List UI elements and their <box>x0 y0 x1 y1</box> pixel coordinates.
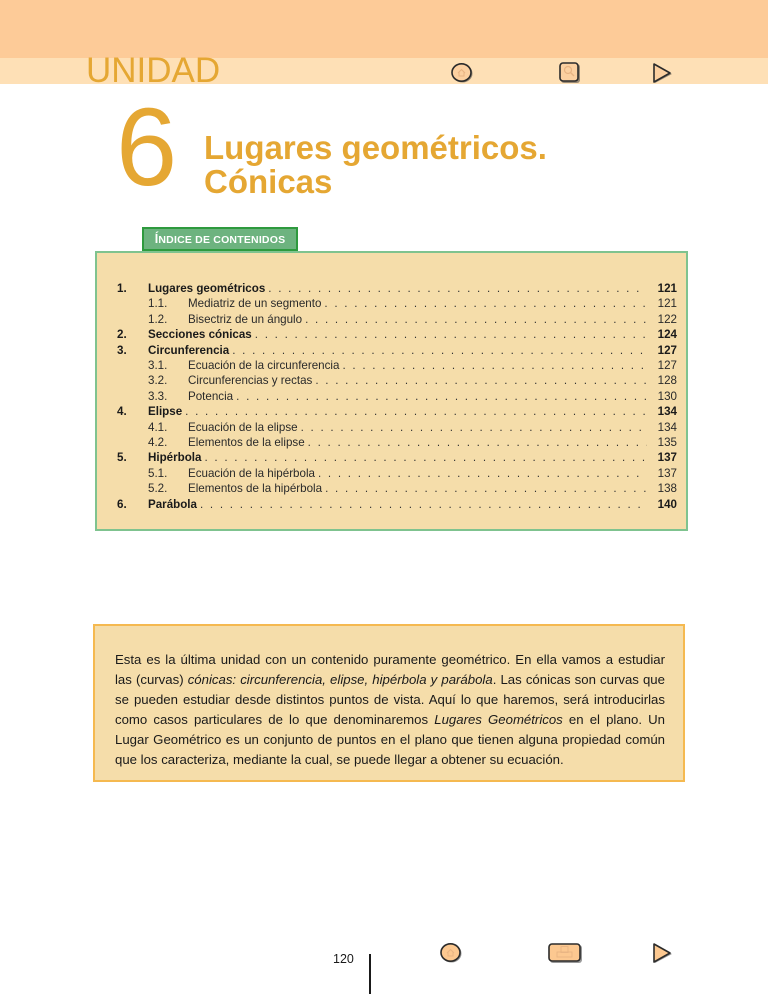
toc-entry-title: Potencia <box>188 389 234 403</box>
toc-entry[interactable] <box>97 404 690 419</box>
toc-entry[interactable] <box>97 435 690 450</box>
toc-entry[interactable] <box>97 312 690 327</box>
toc-entry[interactable] <box>97 466 690 481</box>
toc-entry-title-wrap <box>148 296 647 311</box>
toc-entry[interactable] <box>97 450 690 465</box>
toc-entry-title-wrap <box>148 420 647 435</box>
toc-entry-subnumber: 3.3. <box>148 389 168 403</box>
toc-entry-number: 3. <box>117 343 127 357</box>
toc-entry-title-wrap <box>148 343 647 358</box>
toc-entry-title: Parábola <box>148 497 197 511</box>
unit-label: UNIDAD <box>86 51 221 90</box>
next-arrow-icon <box>650 61 676 85</box>
toc-entry-page: 121 <box>657 282 677 295</box>
toc-entry-page: 138 <box>657 482 677 496</box>
toc-entry-title: Bisectriz de un ángulo <box>188 312 303 326</box>
footer-print-button[interactable] <box>547 942 583 964</box>
toc-entry-number: 2. <box>117 328 127 342</box>
intro-text-2: . Las cónicas son curvas que se pueden estudiar desde distintos puntos de vista. Aquí lo que haremos, será introducirlas como casos particulares de lo que denominaremos <box>115 672 665 727</box>
toc-entry-number: 5. <box>117 451 127 465</box>
intro-emphasis-lugares: Lugares Geométricos <box>434 712 563 727</box>
toc-entry[interactable] <box>97 327 690 342</box>
footer-next-page-button[interactable] <box>650 941 676 965</box>
toc-entry-subnumber: 5.1. <box>148 466 168 480</box>
toc-entry-subnumber: 1.2. <box>148 312 168 326</box>
intro-emphasis-conicas: cónicas: circunferencia, elipse, hipérbola y parábola <box>187 672 493 687</box>
toc-entry-title: Hipérbola <box>148 451 202 465</box>
toc-entry[interactable] <box>97 389 690 404</box>
toc-entry-title: Circunferencias y rectas <box>188 374 313 388</box>
toc-entry-title: Secciones cónicas <box>148 328 252 342</box>
toc-entry-page: 128 <box>657 374 677 388</box>
home-icon <box>450 62 474 84</box>
toc-entry[interactable] <box>97 358 690 373</box>
toc-entry[interactable] <box>97 481 690 496</box>
toc-dot-leader <box>324 296 647 311</box>
toc-dot-leader <box>236 389 647 404</box>
toc-entry[interactable] <box>97 343 690 358</box>
toc-entry[interactable] <box>97 420 690 435</box>
toc-entry-page: 124 <box>657 328 677 342</box>
toc-entry-title: Elipse <box>148 405 183 419</box>
toc-dot-leader <box>301 420 647 435</box>
toc-tab-label: NDICE DE CONTENIDOS <box>158 234 286 246</box>
toc-dot-leader <box>305 312 647 327</box>
intro-text-3: en el plano. Un Lugar Geométrico es un conjunto de puntos en el plano que tienen alguna propiedad común que los caracteriza, mediante la cual, se puede llegar a obtener su ecuación. <box>115 712 665 767</box>
toc-dot-leader <box>325 481 647 496</box>
unit-title <box>204 131 547 199</box>
unit-number: 6 <box>116 86 178 209</box>
search-icon <box>558 61 582 85</box>
toc-entry-title-wrap <box>148 358 647 373</box>
toc-entry-page: 127 <box>657 343 677 357</box>
toc-entry-title: Ecuación de la hipérbola <box>188 466 315 480</box>
toc-entry-title-wrap <box>148 481 647 496</box>
toc-entry-title: Elementos de la elipse <box>188 436 305 449</box>
toc-dot-leader <box>255 327 647 342</box>
toc-entry-title-wrap <box>148 373 647 388</box>
toc-dot-leader <box>342 358 647 373</box>
toc-entry-page: 137 <box>657 451 677 465</box>
intro-box <box>93 624 685 782</box>
toc-entry[interactable] <box>97 281 690 296</box>
toc-entry-page: 130 <box>657 389 677 403</box>
toc-entry-number: 6. <box>117 497 127 511</box>
intro-text-1: Esta es la última unidad con un contenido puramente geométrico. En ella vamos a estudiar las (curvas) <box>115 652 665 687</box>
page-number: 120 <box>333 952 354 966</box>
toc-dot-leader <box>268 281 647 296</box>
table-of-contents <box>95 251 688 531</box>
toc-entry-title: Elementos de la hipérbola <box>188 482 323 496</box>
toc-entry[interactable] <box>97 296 690 311</box>
toc-entry-page: 135 <box>657 436 677 449</box>
intro-paragraph <box>115 650 665 770</box>
toc-entry-subnumber: 3.2. <box>148 374 168 388</box>
next-page-button[interactable] <box>650 61 676 85</box>
toc-dot-leader <box>232 343 647 358</box>
toc-entry-title: Circunferencia <box>148 343 230 357</box>
toc-entry-subnumber: 4.1. <box>148 420 168 434</box>
toc-entry-title-wrap <box>148 435 647 450</box>
toc-entry-title-wrap <box>148 450 647 465</box>
toc-entry-page: 121 <box>657 297 677 311</box>
header-top-band <box>0 0 768 58</box>
toc-dot-leader <box>315 373 647 388</box>
toc-entry-subnumber: 5.2. <box>148 482 168 496</box>
toc-entry-title: Mediatriz de un segmento <box>188 297 322 311</box>
toc-entry-page: 134 <box>657 420 677 434</box>
toc-entry-title-wrap <box>148 404 647 419</box>
toc-entry-subnumber: 3.1. <box>148 359 168 372</box>
toc-tab-initial: Í <box>154 232 159 246</box>
toc-entry-page: 127 <box>657 359 677 372</box>
toc-dot-leader <box>185 404 647 419</box>
page-divider <box>369 954 371 994</box>
unit-title-line-1: Lugares geométricos. <box>204 129 547 166</box>
toc-entry-page: 137 <box>657 466 677 480</box>
unit-title-line-2: Cónicas <box>204 163 333 200</box>
toc-entry-subnumber: 1.1. <box>148 297 168 311</box>
home-icon <box>439 942 463 964</box>
toc-entry[interactable] <box>97 497 690 512</box>
search-button[interactable] <box>558 61 582 85</box>
toc-entry-title-wrap <box>148 281 647 296</box>
toc-dot-leader <box>318 466 647 481</box>
toc-entry-number: 1. <box>117 282 127 295</box>
toc-entry-title: Ecuación de la elipse <box>188 420 298 434</box>
toc-entry-title-wrap <box>148 327 647 342</box>
print-icon <box>547 942 583 964</box>
footer-home-button[interactable] <box>439 942 463 964</box>
toc-entry-page: 122 <box>657 312 677 326</box>
toc-entry-title: Ecuación de la circunferencia <box>188 359 340 372</box>
toc-entry-number: 4. <box>117 405 127 419</box>
next-arrow-icon <box>650 941 676 965</box>
toc-dot-leader <box>204 450 647 465</box>
toc-entry-title-wrap <box>148 497 647 512</box>
toc-entry-title: Lugares geométricos <box>148 282 266 295</box>
toc-entry-title-wrap <box>148 389 647 404</box>
toc-entry-title-wrap <box>148 312 647 327</box>
toc-entry-page: 140 <box>657 497 677 511</box>
toc-entry[interactable] <box>97 373 690 388</box>
toc-entry-subnumber: 4.2. <box>148 436 168 449</box>
toc-entry-page: 134 <box>657 405 677 419</box>
home-button[interactable] <box>450 62 474 84</box>
toc-tab <box>142 227 298 251</box>
toc-entry-title-wrap <box>148 466 647 481</box>
toc-dot-leader <box>308 435 647 450</box>
toc-dot-leader <box>200 497 647 512</box>
